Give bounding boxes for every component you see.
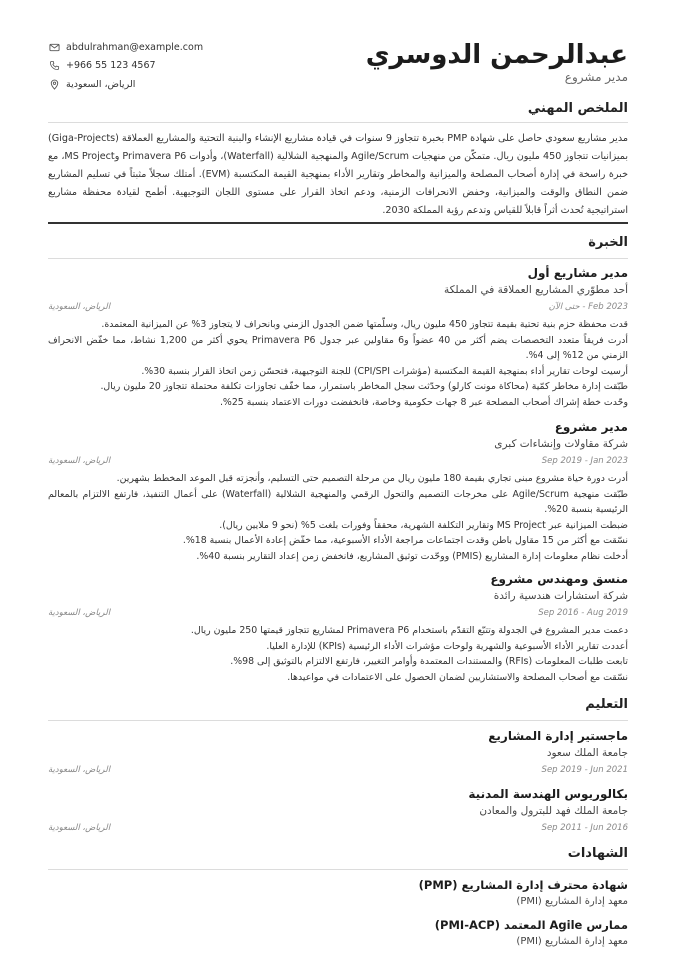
experience-entry-2 bbox=[48, 420, 628, 568]
summary-text: مدير مشاريع سعودي حاصل على شهادة PMP بخبرة تتجاوز 9 سنوات في قيادة مشاريع الإنشاء والبنية التحتية والمشاريع العملاقة (Giga-Projects) بميزانيات تتجاوز 450 مليون ريال. متمكّن من منهجيات Agile/Scrum والمنهجية الشلالية (Waterfall)، وأدوات Primavera P6 وMS Project، مع خبرة راسخة في إدارة أصحاب المصلحة والميزانية والمخاطر وتقارير الأداء بمنهجية القيمة المكتسبة (EVM). أمتلك سجلاً مثبتاً في تسليم المشاريع ضمن النطاق والوقت والميزانية، وخفض الانحرافات الزمنية، ودعم اتخاذ القرار على مستوى اللجان التوجيهية. أطمح لقيادة محفظة مشاريع استراتيجية تُحدث أثراً قابلاً للقياس وتدعم رؤية المملكة 2030. bbox=[48, 133, 629, 216]
candidate-role: مدير مشروع bbox=[564, 70, 628, 84]
job-achievements bbox=[48, 623, 628, 685]
certification-entry-1 bbox=[48, 878, 628, 914]
achievement-item: دعمت مدير المشروع في الجدولة وتتبّع التقدّم باستخدام Primavera P6 لمشاريع تتجاوز قيمتها 250 مليون ريال. bbox=[190, 625, 628, 636]
job-title: منسق ومهندس مشروع bbox=[490, 572, 628, 586]
achievement-item: أدخلت نظام معلومات إدارة المشاريع (PMIS) ووحّدت توثيق المشاريع، فانخفض زمن إعداد التقارير بنسبة 40%. bbox=[196, 550, 628, 562]
summary-bottom-rule bbox=[48, 222, 628, 224]
job-dates: Sep 2016 - Aug 2019 bbox=[538, 608, 628, 618]
experience-heading: الخبرة bbox=[588, 235, 628, 250]
achievement-item: طبّقت منهجية Agile/Scrum على مخرجات التصميم والتحول الرقمي والمنهجية الشلالية (Waterfall) على أعمال التنفيذ، فارتفع الالتزام بالمعالم الرئيسية بنسبة 20%. bbox=[48, 488, 628, 515]
job-achievements bbox=[48, 471, 628, 564]
achievement-item: أعددت تقارير الأداء الأسبوعية والشهرية ولوحات مؤشرات الأداء الرئيسية (KPIs) للإدارة العليا. bbox=[266, 640, 628, 652]
certification-title: ممارس Agile المعتمد (PMI-ACP) bbox=[434, 918, 628, 932]
certifications-heading: الشهادات bbox=[567, 846, 628, 861]
education-dates: Sep 2019 - Jun 2021 bbox=[541, 765, 628, 775]
education-entry-2 bbox=[48, 787, 628, 839]
certification-issuer: معهد إدارة المشاريع (PMI) bbox=[516, 896, 628, 907]
contact-email-row[interactable] bbox=[48, 38, 203, 57]
job-company: أحد مطوّري المشاريع العملاقة في المملكة bbox=[444, 284, 628, 296]
experience-entry-3 bbox=[48, 572, 628, 692]
contact-phone-row[interactable] bbox=[48, 57, 203, 76]
contact-phone[interactable]: +966 55 123 4567 bbox=[66, 60, 156, 72]
job-location: الرياض، السعودية bbox=[48, 456, 111, 466]
education-location: الرياض، السعودية bbox=[48, 823, 111, 833]
job-location: الرياض، السعودية bbox=[48, 302, 111, 312]
contact-info bbox=[48, 38, 203, 94]
experience-divider bbox=[48, 258, 628, 259]
job-company: شركة مقاولات وإنشاءات كبرى bbox=[494, 438, 628, 450]
education-divider bbox=[48, 720, 628, 721]
achievement-item: ضبطت الميزانية عبر MS Project وتقارير التكلفة الشهرية، محققاً وفورات بلغت 5% (نحو 9 ملايين ريال). bbox=[219, 519, 628, 531]
job-location: الرياض، السعودية bbox=[48, 608, 111, 618]
achievement-item: نسّقت مع أكثر من 15 مقاول باطن وقدت اجتماعات مراجعة الأداء الأسبوعية، مما خفّض إعادة الأعمال بنسبة 18%. bbox=[182, 535, 628, 546]
achievement-item: أدرت فريقاً متعدد التخصصات يضم أكثر من 40 عضواً و6 مقاولين عبر جدول Primavera P6 يحوي أكثر من 1,200 نشاط، مما خفّض الانحراف الزمني من 12% إلى 4%. bbox=[48, 334, 628, 361]
achievement-item: نسّقت مع أصحاب المصلحة والاستشاريين لضمان الحصول على الاعتمادات في مواعيدها. bbox=[287, 671, 628, 683]
job-company: شركة استشارات هندسية رائدة bbox=[493, 590, 628, 602]
candidate-name: عبدالرحمن الدوسري bbox=[365, 40, 628, 70]
certification-entry-2 bbox=[48, 918, 628, 954]
phone-icon bbox=[48, 60, 60, 72]
education-entry-1 bbox=[48, 729, 628, 781]
mail-icon bbox=[48, 41, 60, 53]
university-name: جامعة الملك سعود bbox=[546, 747, 628, 759]
location-pin-icon bbox=[48, 78, 60, 90]
job-title: مدير مشاريع أول bbox=[527, 266, 628, 280]
summary-heading: الملخص المهني bbox=[527, 101, 628, 116]
certifications-divider bbox=[48, 869, 628, 870]
achievement-item: طبّقت إدارة مخاطر كمّية (محاكاة مونت كارلو) وحدّثت سجل المخاطر باستمرار، مما خفّف تجاوزات تكلفة محتملة تتجاوز 20 مليون ريال. bbox=[100, 381, 628, 392]
contact-location: الرياض، السعودية bbox=[66, 78, 136, 90]
experience-entry-1 bbox=[48, 266, 628, 416]
contact-location-row bbox=[48, 75, 203, 94]
summary-divider bbox=[48, 122, 628, 123]
degree-title: ماجستير إدارة المشاريع bbox=[488, 729, 628, 743]
achievement-item: أرسيت لوحات تقارير أداء بمنهجية القيمة المكتسبة (مؤشرات CPI/SPI) للجنة التوجيهية، فتحسّن زمن اتخاذ القرار بنسبة 30%. bbox=[141, 365, 628, 377]
degree-title: بكالوريوس الهندسة المدنية bbox=[468, 787, 628, 801]
certification-title: شهادة محترف إدارة المشاريع (PMP) bbox=[418, 878, 628, 892]
achievement-item: تابعت طلبات المعلومات (RFIs) والمستندات المعتمدة وأوامر التغيير، فارتفع الالتزام بالتوثيق إلى 98%. bbox=[230, 656, 628, 667]
job-dates: Sep 2019 - Jan 2023 bbox=[541, 456, 628, 466]
education-dates: Sep 2011 - Jun 2016 bbox=[541, 823, 628, 833]
job-dates: Feb 2023 - حتى الآن bbox=[548, 302, 628, 312]
job-title: مدير مشروع bbox=[554, 420, 628, 434]
certification-issuer: معهد إدارة المشاريع (PMI) bbox=[516, 936, 628, 947]
job-achievements bbox=[48, 317, 628, 410]
education-heading: التعليم bbox=[585, 697, 628, 712]
achievement-item: وحّدت خطة إشراك أصحاب المصلحة عبر 8 جهات حكومية وخاصة، فانخفضت دورات الاعتماد بنسبة 25%. bbox=[219, 396, 628, 408]
achievement-item: قدت محفظة حزم بنية تحتية بقيمة تتجاوز 450 مليون ريال، وسلّمتها ضمن الجدول الزمني وبانحراف لا يتجاوز 3% عن الميزانية المعتمدة. bbox=[101, 319, 628, 330]
contact-email[interactable]: abdulrahman@example.com bbox=[66, 41, 204, 53]
education-location: الرياض، السعودية bbox=[48, 765, 111, 775]
university-name: جامعة الملك فهد للبترول والمعادن bbox=[479, 805, 628, 817]
resume-header bbox=[48, 36, 628, 92]
achievement-item: أدرت دورة حياة مشروع مبنى تجاري بقيمة 180 مليون ريال من مرحلة التصميم حتى التسليم، وأنجزته قبل الموعد المخطط بشهرين. bbox=[116, 473, 628, 484]
